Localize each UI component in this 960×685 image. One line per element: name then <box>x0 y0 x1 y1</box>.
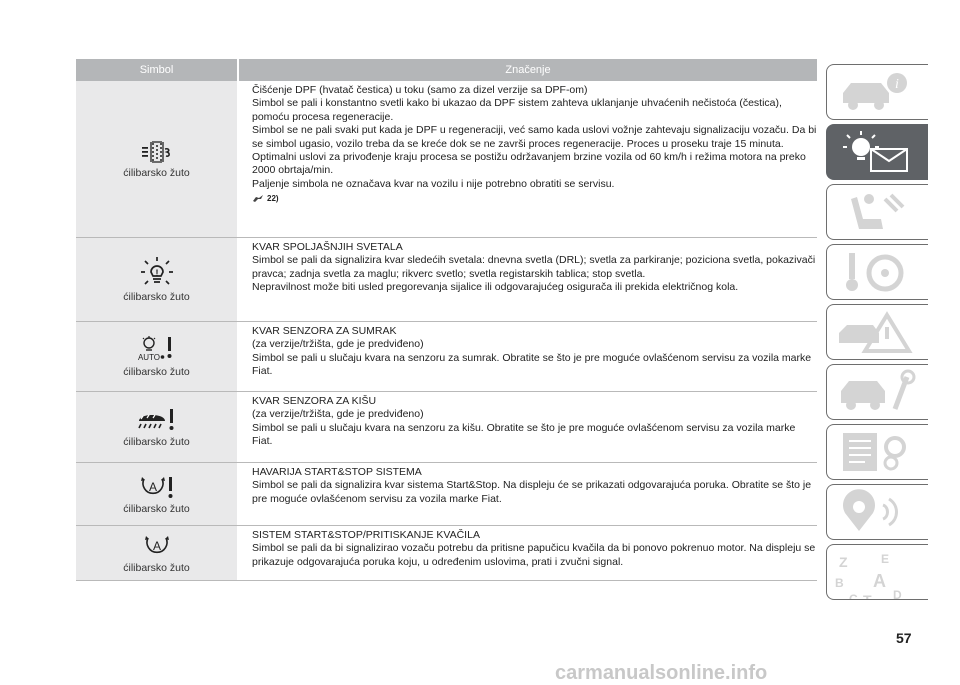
table-row <box>76 322 817 392</box>
row-text: (za verzije/tržišta, gde je predviđeno) <box>252 408 424 421</box>
svg-text:D: D <box>893 588 902 602</box>
table-row <box>76 81 817 238</box>
tab-index[interactable] <box>826 544 928 608</box>
color-label: ćilibarsko žuto <box>123 291 190 303</box>
page-number: 57 <box>896 630 912 646</box>
row-title: KVAR SPOLJAŠNJIH SVETALA <box>252 241 403 253</box>
svg-text:T: T <box>863 592 872 608</box>
tab-warning-lights[interactable] <box>826 124 928 180</box>
color-label: ćilibarsko žuto <box>123 502 190 515</box>
hand-pointer-icon <box>252 194 264 203</box>
row-title: SISTEM START&STOP/PRITISKANJE KVAČILA <box>252 529 480 541</box>
row-text: Simbol se pali da signalizira kvar sledećih svetala: dnevna svetla (DRL); svetla za parkiranje; poziciona svetla, pokazivači pravca; zadnja svetla za maglu; rikverc svetlo; svetla registarskih tablica; stop svetla. <box>252 254 816 280</box>
meaning-cell <box>239 526 817 580</box>
color-label: ćilibarsko žuto <box>123 561 190 574</box>
emergency-triangle-icon <box>833 309 921 355</box>
header-meaning: Značenje <box>239 59 817 81</box>
svg-text:Z: Z <box>839 554 848 570</box>
note-ref-text: 22) <box>267 194 279 204</box>
table-header <box>76 59 817 81</box>
row-title: Čišćenje DPF (hvatač čestica) u toku (samo za dizel verzije sa DPF-om) <box>252 84 588 96</box>
start-stop-fault-icon <box>137 474 177 500</box>
header-symbol: Simbol <box>76 59 237 81</box>
row-text: (za verzije/tržišta, gde je predviđeno) <box>252 338 424 351</box>
warning-lights-table <box>76 59 817 581</box>
row-text: Simbol se pali u slučaju kvara na senzoru za kišu. Obratite se što je pre moguće ovlašćenom servisu za vozila marke Fiat. <box>252 421 796 448</box>
twilight-sensor-fault-icon <box>135 335 179 363</box>
row-title: KVAR SENZORA ZA KIŠU <box>252 395 377 407</box>
tab-starting-driving[interactable] <box>826 244 928 300</box>
tab-emergency[interactable] <box>826 304 928 360</box>
symbol-cell <box>76 81 237 237</box>
start-stop-letter: A <box>152 538 161 553</box>
svg-text:E: E <box>881 552 890 566</box>
watermark: carmanualsonline.info <box>555 662 768 684</box>
tab-multimedia[interactable] <box>826 484 928 540</box>
svg-text:A: A <box>873 571 886 591</box>
index-letters-icon <box>833 549 921 608</box>
row-text: Nepravilnost može biti usled pregorevanja sijalice ili odgovarajućeg osigurača ili prekida električnog kola. <box>252 281 739 294</box>
dpf-icon <box>140 140 174 164</box>
symbol-cell <box>76 322 237 391</box>
table-row <box>76 238 817 322</box>
key-steering-icon <box>833 249 921 295</box>
svg-text:B: B <box>835 576 844 590</box>
svg-text:i: i <box>895 77 899 92</box>
color-label: ćilibarsko žuto <box>123 166 190 179</box>
warning-lights-icon <box>833 129 921 175</box>
rain-sensor-fault-icon <box>135 407 179 433</box>
row-text: Simbol se ne pali svaki put kada je DPF u regeneraciji, već samo kada uslovi vožnje zahtevaju signalizaciju vozaču. Da bi se simbol ugasio, vozilo treba da se kreće dok se ne završi proces regeneracije. Proces u proseku traje 15 minuta. Optimalni uslovi za privođenje kraju procesa se postižu održavanjem brzine vozila od 60 km/h i režima motora na preko 2000 obrtaja/min. <box>252 124 817 177</box>
svg-text:C: C <box>849 592 858 606</box>
symbol-cell <box>76 463 237 525</box>
tab-knowing-your-car[interactable] <box>826 64 928 120</box>
row-text: Simbol se pali da bi signalizirao vozaču potrebu da pritisne papučicu kvačila da bi ponovo pokrenuo motor. Na displeju se prikazuje odgovarajuća poruka koju, u određenim uslovima, prati i zvučni signal. <box>252 542 816 568</box>
symbol-cell <box>76 392 237 462</box>
row-title: KVAR SENZORA ZA SUMRAK <box>252 325 397 337</box>
row-text: Simbol se pali u slučaju kvara na senzoru za sumrak. Obratite se što je pre moguće ovlašćenom servisu za vozila marke Fiat. <box>252 351 812 378</box>
table-row <box>76 526 817 581</box>
symbol-cell <box>76 526 237 580</box>
bulb-failure-icon <box>140 256 174 288</box>
note-reference <box>252 192 817 205</box>
car-wrench-icon <box>833 369 921 415</box>
color-label: ćilibarsko žuto <box>123 366 190 378</box>
table-row <box>76 392 817 463</box>
tab-technical-data[interactable] <box>826 424 928 480</box>
start-stop-clutch-icon <box>142 533 172 559</box>
row-text: Simbol se pali da signalizira kvar sistema Start&Stop. Na displeju će se prikazati odgovarajuća poruka. Obratite se što je pre moguće ovlašćenom servisu za vozila marke Fiat. <box>252 479 812 505</box>
specifications-icon <box>833 429 921 475</box>
meaning-cell <box>239 322 817 391</box>
row-text: Paljenje simbola ne označava kvar na vozilu i nije potrebno obratiti se servisu. <box>252 177 615 190</box>
color-label: ćilibarsko žuto <box>123 435 190 448</box>
seat-airbag-icon <box>833 189 921 235</box>
meaning-cell <box>239 392 817 462</box>
meaning-cell <box>239 81 817 237</box>
meaning-cell <box>239 463 817 525</box>
symbol-cell <box>76 238 237 321</box>
row-title: HAVARIJA START&STOP SISTEMA <box>252 466 422 478</box>
tab-safety[interactable] <box>826 184 928 240</box>
tab-maintenance[interactable] <box>826 364 928 420</box>
table-row <box>76 463 817 526</box>
auto-label: AUTO <box>137 353 160 362</box>
start-stop-letter: A <box>148 479 157 494</box>
meaning-cell <box>239 238 817 321</box>
svg-text:!: ! <box>155 268 158 278</box>
row-text: Simbol se pali i konstantno svetli kako bi ukazao da DPF sistem zahteva uklanjanje uhvaćenih nečistoća (čestica), pomoću procesa regeneracije. <box>252 97 782 123</box>
car-info-icon <box>833 69 921 115</box>
multimedia-icon <box>833 489 921 535</box>
